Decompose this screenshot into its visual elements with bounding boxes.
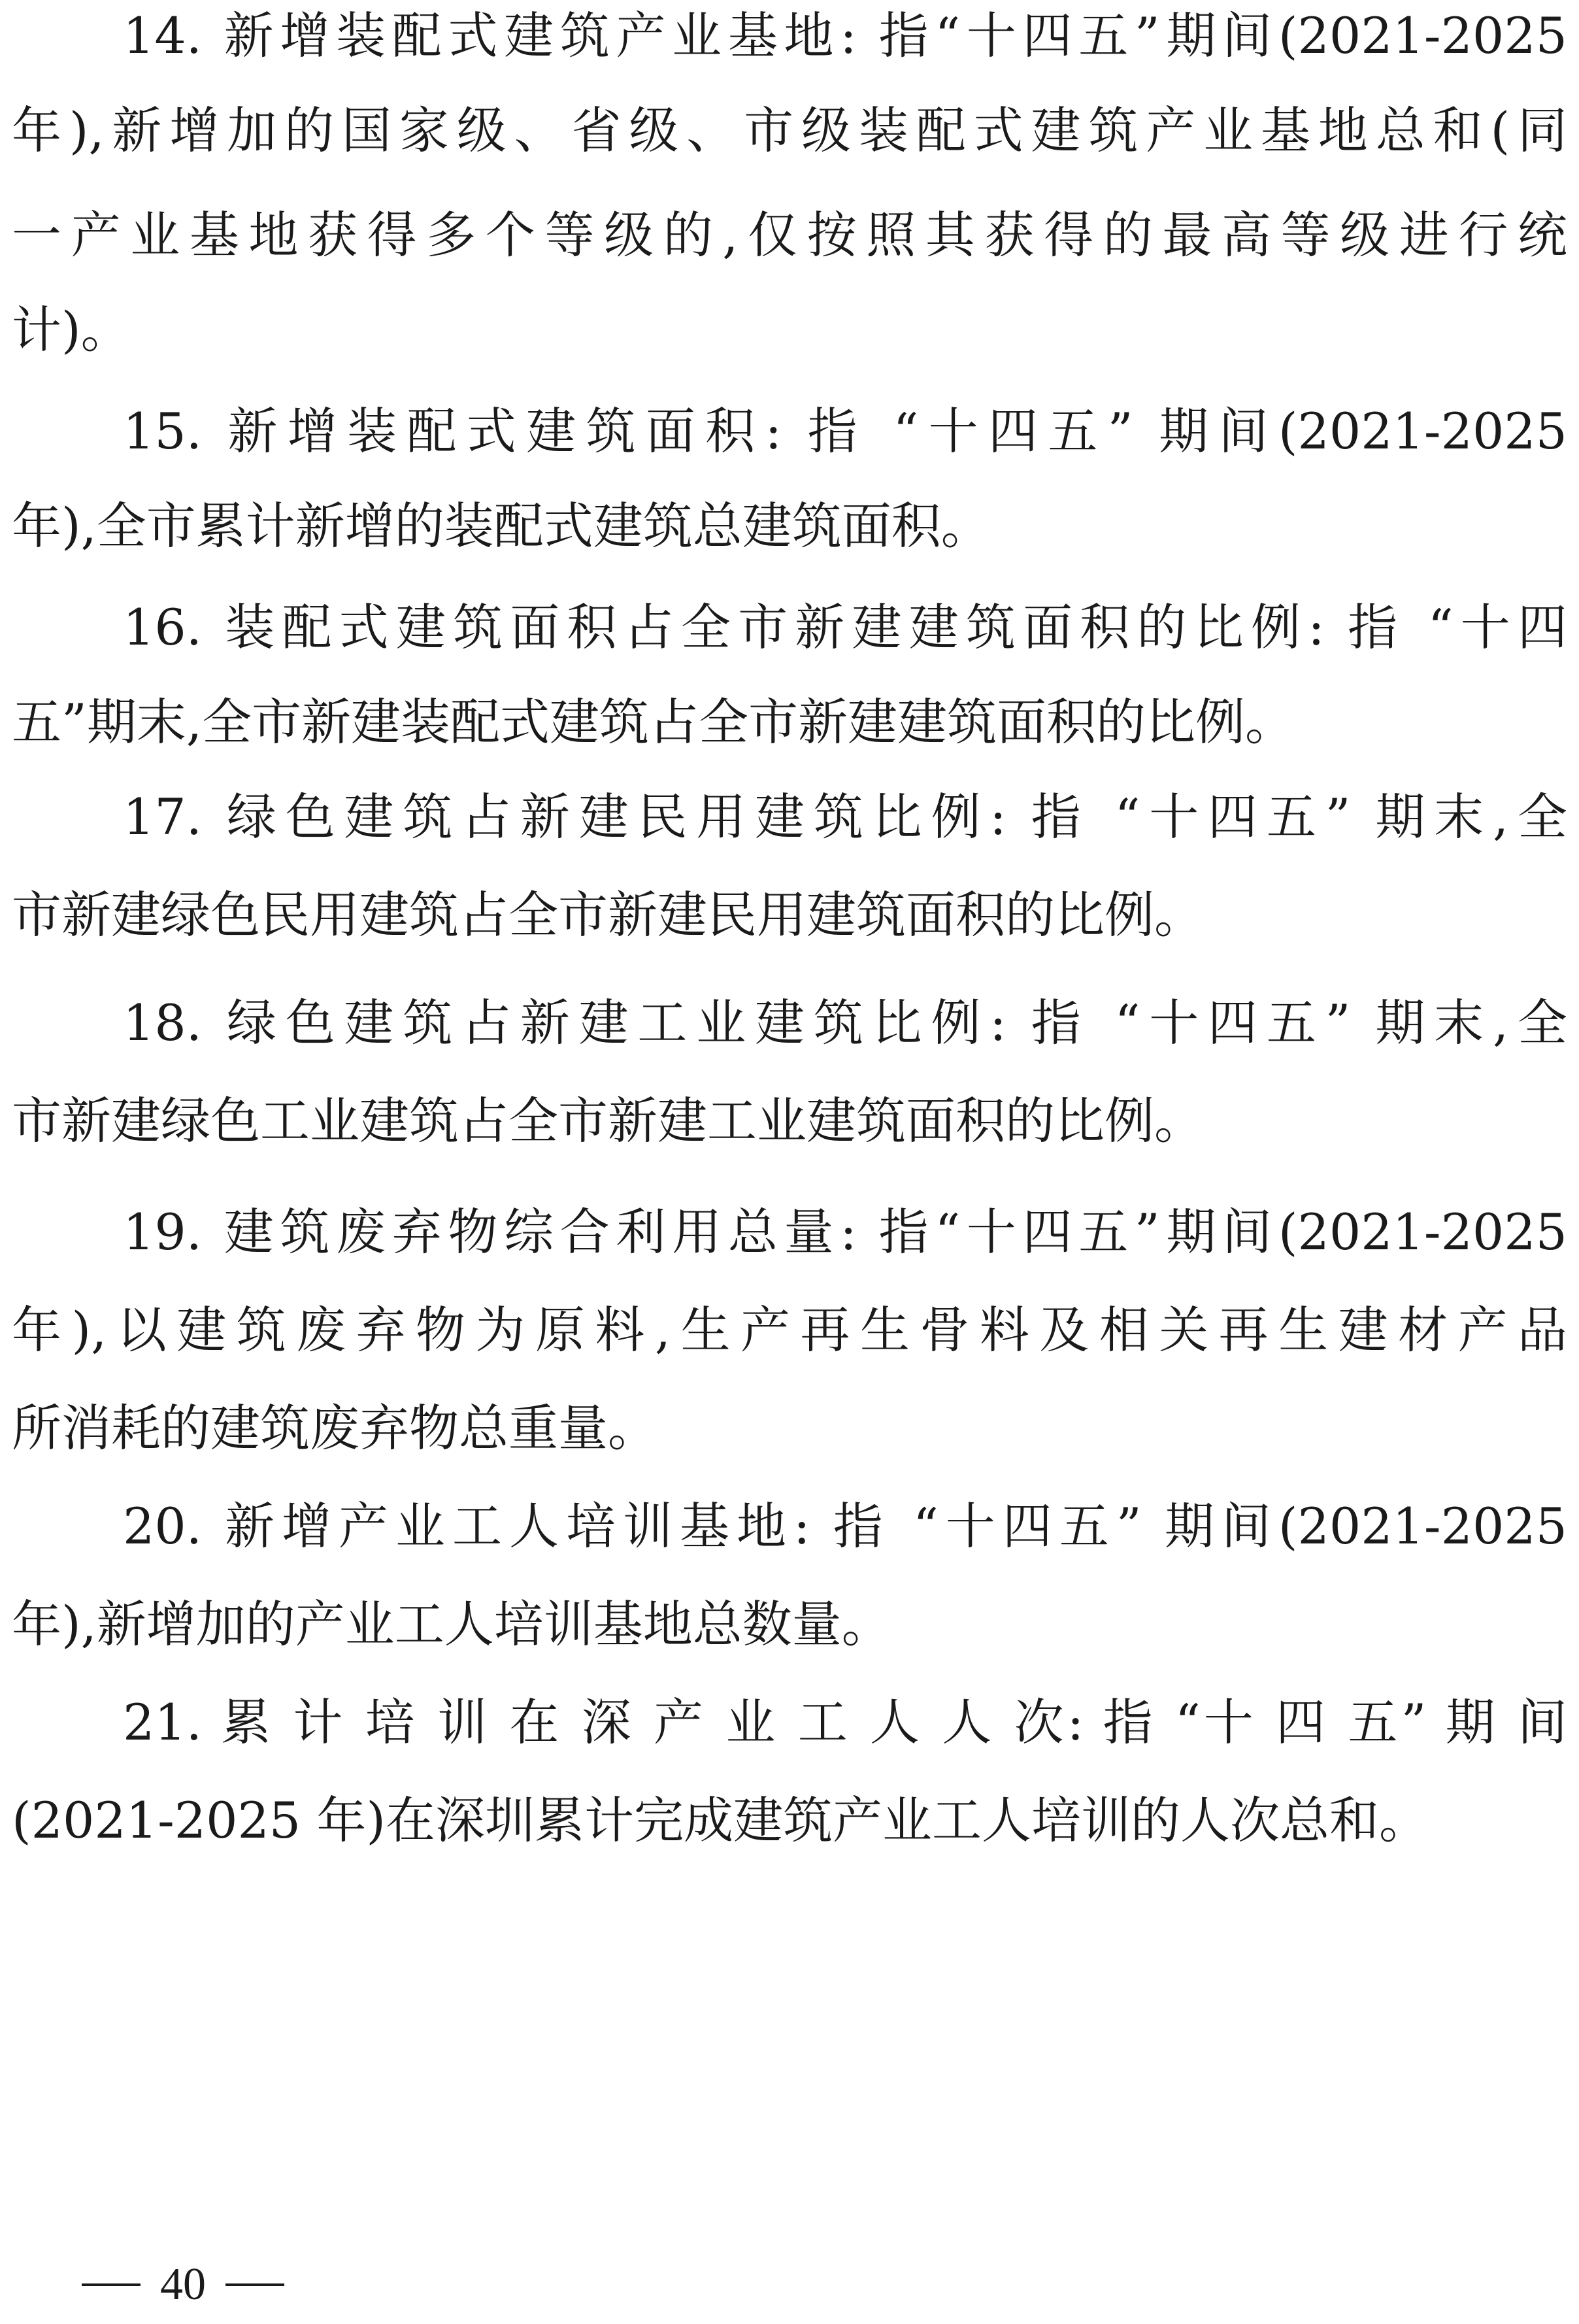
text-line: 年),以建筑废弃物为原料,生产再生骨料及相关再生建材产品 bbox=[12, 1301, 1567, 1359]
text-line: 15. 新增装配式建筑面积: 指 “十四五” 期间(2021-2025 bbox=[123, 402, 1567, 460]
text-line: 20. 新增产业工人培训基地: 指 “十四五” 期间(2021-2025 bbox=[123, 1497, 1567, 1555]
text-line: 五”期末,全市新建装配式建筑占全市新建建筑面积的比例。 bbox=[12, 693, 1295, 751]
footer-dash-right bbox=[225, 2283, 284, 2286]
text-line: 计)。 bbox=[12, 301, 131, 359]
text-line: 19. 建筑废弃物综合利用总量: 指“十四五”期间(2021-2025 bbox=[123, 1203, 1567, 1261]
footer-dash-left bbox=[82, 2283, 141, 2286]
text-line: 16. 装配式建筑面积占全市新建建筑面积的比例: 指 “十四 bbox=[123, 598, 1567, 656]
text-line: 年),全市累计新增的装配式建筑总建筑面积。 bbox=[12, 497, 991, 555]
text-line: 18. 绿色建筑占新建工业建筑比例: 指 “十四五” 期末,全 bbox=[123, 994, 1567, 1052]
text-line: 一产业基地获得多个等级的,仅按照其获得的最高等级进行统 bbox=[12, 206, 1567, 264]
page-footer bbox=[62, 2246, 304, 2324]
text-line: 年),新增加的国家级、省级、市级装配式建筑产业基地总和(同 bbox=[12, 101, 1567, 160]
text-line: 17. 绿色建筑占新建民用建筑比例: 指 “十四五” 期末,全 bbox=[123, 788, 1567, 846]
text-line: 市新建绿色民用建筑占全市新建民用建筑面积的比例。 bbox=[12, 886, 1204, 944]
text-line: 14. 新增装配式建筑产业基地: 指“十四五”期间(2021-2025 bbox=[123, 7, 1567, 65]
text-line: (2021-2025 年)在深圳累计完成建筑产业工人培训的人次总和。 bbox=[12, 1791, 1429, 1849]
text-line: 市新建绿色工业建筑占全市新建工业建筑面积的比例。 bbox=[12, 1092, 1204, 1150]
page-number: 40 bbox=[160, 2259, 206, 2310]
text-line: 年),新增加的产业工人培训基地总数量。 bbox=[12, 1595, 891, 1653]
text-line: 21. 累 计 培 训 在 深 产 业 工 人 人 次: 指 “十 四 五” 期 间 bbox=[123, 1693, 1567, 1751]
text-line: 所消耗的建筑废弃物总重量。 bbox=[12, 1399, 657, 1457]
